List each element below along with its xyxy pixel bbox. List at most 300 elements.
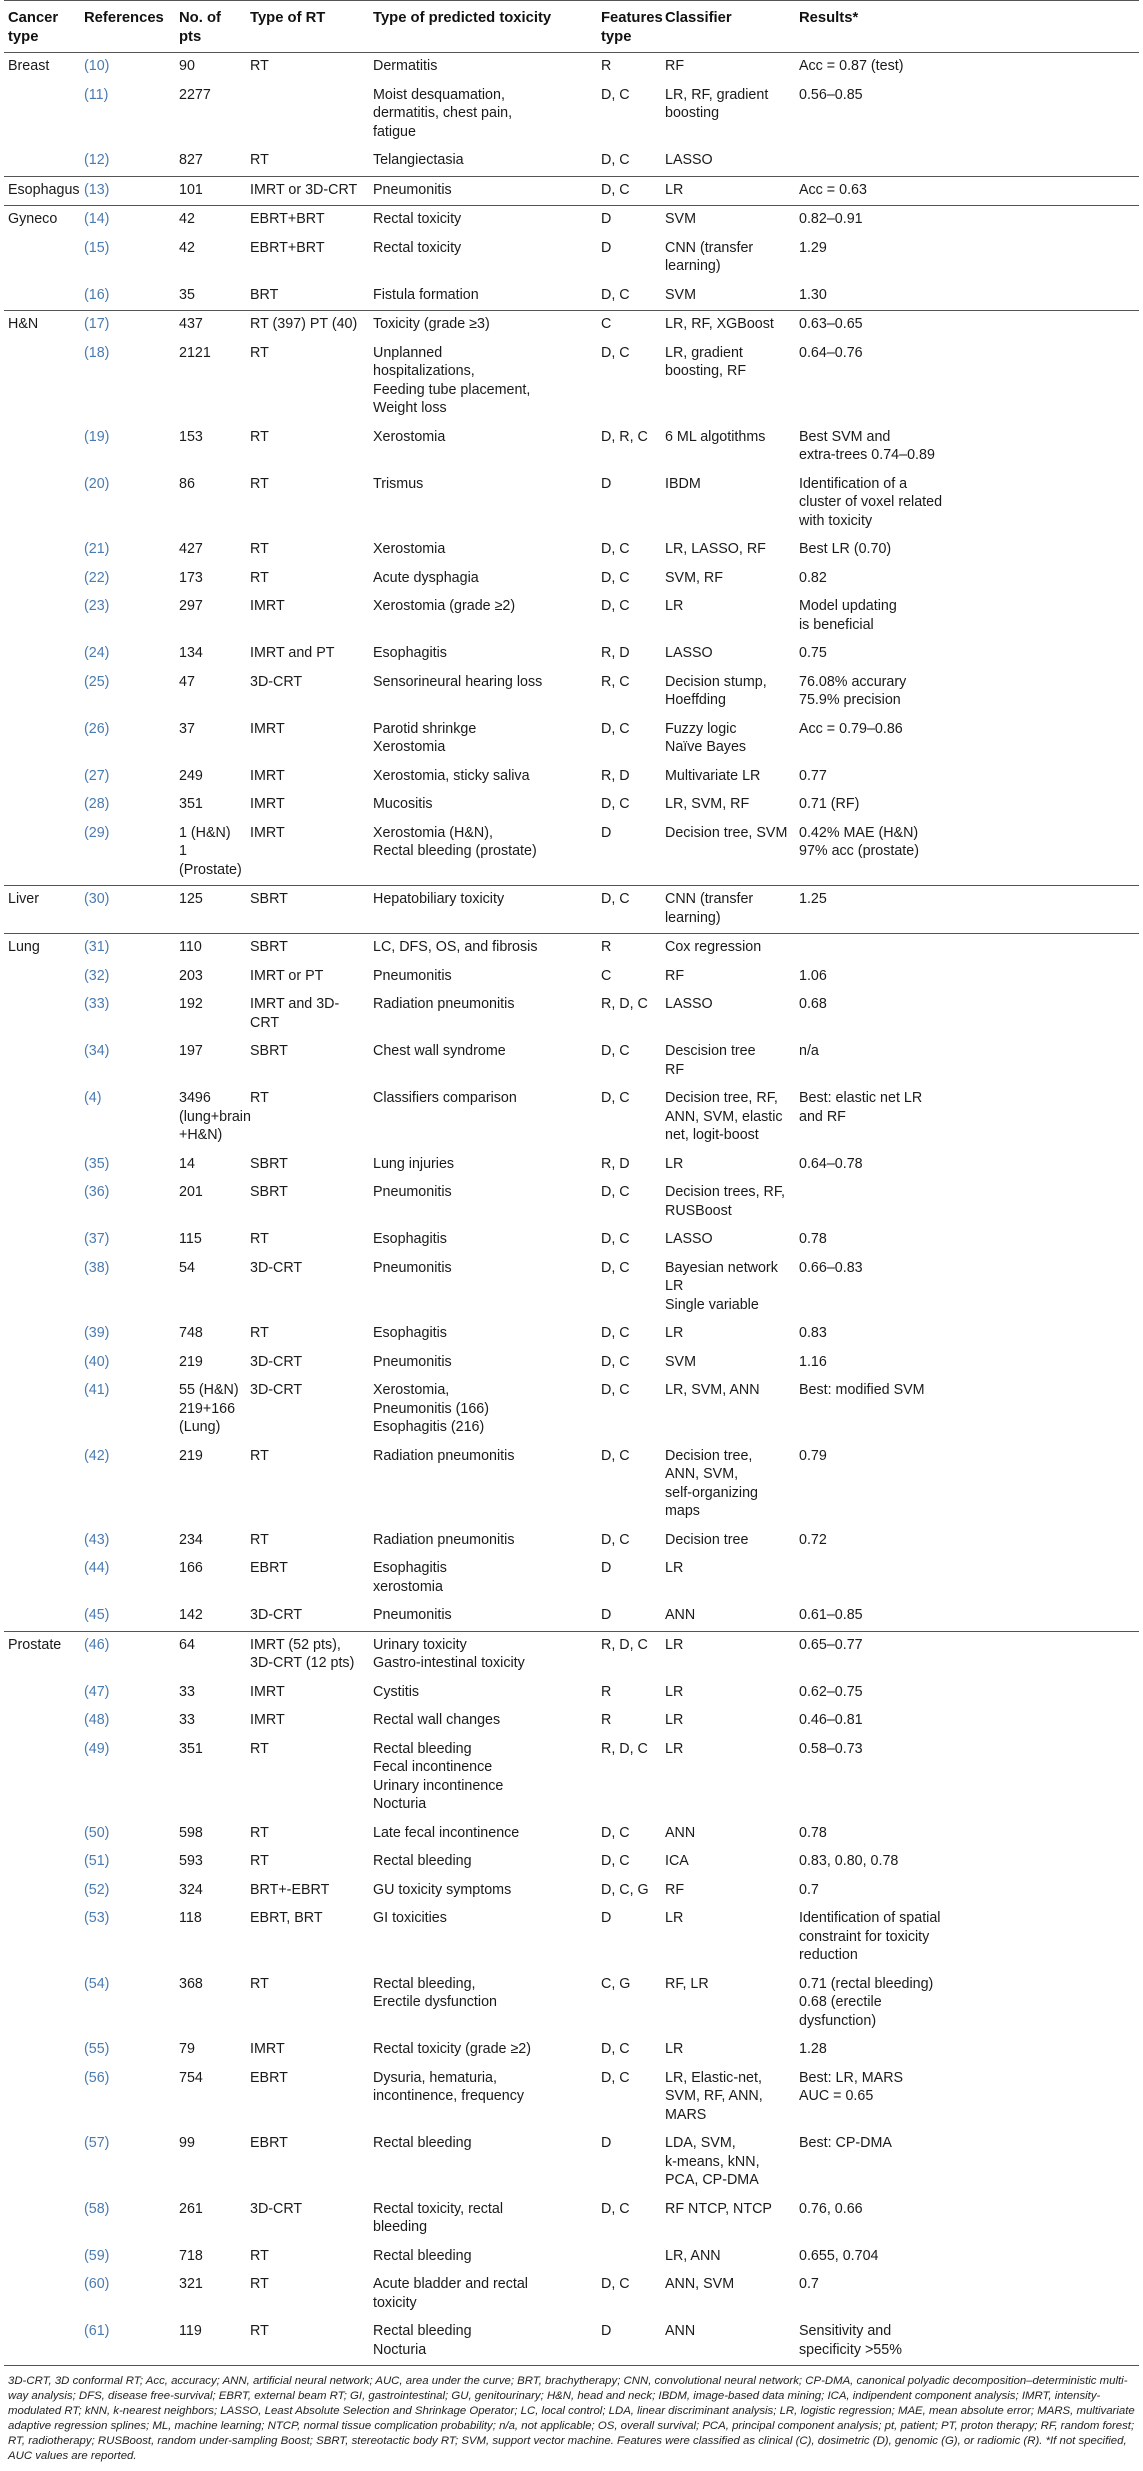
cell-reference-link[interactable]: (28) [84,796,110,812]
cell-reference-link[interactable]: (58) [84,2200,110,2217]
cell-cancer-type [4,2271,80,2318]
cell-type-of-rt: 3D-CRT [250,1353,303,1370]
cell-classifier: ANN [661,2318,795,2366]
cell-features-type: D, C [601,1531,630,1548]
table-row [4,1820,1139,1849]
cell-cancer-type [4,82,80,148]
cell-features-type: D, C [601,1447,630,1464]
cell-features-type: D [597,206,661,235]
cell-classifier: Decision tree [665,1531,749,1548]
cell-classifier: SVM [661,206,795,235]
cell-reference-link[interactable]: (23) [84,598,110,614]
cell-cancer-type [4,1443,80,1527]
cell-predicted-toxicity: Xerostomia [373,428,446,445]
table-row [4,934,1139,963]
cell-no-of-pts: 437 [175,311,246,340]
cell-classifier: LASSO [665,1231,713,1247]
header-references: References [80,1,175,53]
cell-classifier: ANN [665,1824,696,1841]
cell-results: Acc = 0.63 [795,176,1139,206]
table-row [4,716,1139,763]
cell-reference-link[interactable]: (35) [84,1155,110,1172]
cell-predicted-toxicity: Xerostomia [373,541,446,557]
cell-predicted-toxicity: Xerostomia (grade ≥2) [373,598,516,614]
cell-features-type: D [601,1560,612,1576]
cell-predicted-toxicity: Dermatitis [373,58,438,74]
table-row [4,536,1139,565]
cell-predicted-toxicity: Mucositis [373,796,433,812]
cell-features-type: R, D [601,645,630,661]
cell-no-of-pts: 261 [179,2200,203,2217]
cell-reference-link[interactable]: (15) [84,239,110,256]
table-row [4,2243,1139,2272]
table-row [4,1602,1139,1631]
table-row [4,1226,1139,1255]
table-row [4,1320,1139,1349]
cell-no-of-pts: 297 [179,598,203,614]
cell-type-of-rt: 3D-CRT [250,1259,303,1276]
cell-reference-link[interactable]: (42) [84,1447,110,1464]
cell-reference-link[interactable]: (44) [84,1560,110,1576]
table-row [4,2271,1139,2318]
cell-classifier: LASSO [665,152,713,168]
cell-no-of-pts: 173 [179,569,203,586]
cell-reference-link[interactable]: (11) [84,86,109,103]
cell-type-of-rt: 3D-CRT [250,2200,303,2217]
cell-no-of-pts: 99 [179,2135,195,2151]
cell-features-type: D, C [601,796,630,812]
cell-reference-link[interactable]: (36) [84,1184,110,1200]
cell-reference-link[interactable]: (32) [84,967,110,984]
cell-no-of-pts: 134 [179,645,203,661]
table-row [4,1877,1139,1906]
cell-type-of-rt: BRT+-EBRT [250,1881,330,1898]
cell-type-of-rt: RT [250,1231,269,1247]
table-row [4,791,1139,820]
cell-reference-link[interactable]: (20) [84,475,110,492]
cell-reference-link[interactable]: (46) [80,1631,175,1679]
cell-cancer-type: Breast [8,58,50,74]
cell-results: Best: CP-DMA [799,2135,892,2151]
cell-reference-link[interactable]: (50) [84,1824,110,1841]
cell-no-of-pts: 47 [179,673,195,690]
cell-results: 1.29 [799,239,827,256]
cell-reference-link[interactable]: (43) [84,1531,110,1548]
table-row [4,311,1139,340]
table-row [4,963,1139,992]
cell-reference-link[interactable]: (26) [84,720,110,737]
cell-reference-link[interactable]: (57) [84,2135,110,2151]
cell-no-of-pts: 115 [179,1231,202,1247]
cell-cancer-type [4,2318,80,2366]
cell-reference-link[interactable]: (47) [84,1683,110,1700]
cell-features-type: R, D, C [601,996,648,1012]
cell-reference-link[interactable]: (19) [84,428,110,445]
cell-reference-link[interactable]: (16) [84,286,110,303]
cell-classifier: LR, SVM, ANN [665,1382,760,1398]
table-row [4,593,1139,640]
cell-results: 0.64–0.78 [799,1155,863,1172]
cell-reference-link[interactable]: (25) [84,673,110,690]
cell-features-type: D [601,824,612,841]
cell-reference-link[interactable]: (52) [84,1881,110,1898]
cell-reference-link[interactable]: (12) [84,152,110,168]
cell-classifier: LR, ANN [665,2247,721,2264]
cell-classifier: LR [665,1683,684,1700]
cell-predicted-toxicity: Trismus [373,475,424,492]
cell-reference-link[interactable]: (51) [84,1853,110,1869]
cell-features-type: D, R, C [601,428,648,445]
cell-features-type: D, C [601,1325,630,1341]
cell-classifier: SVM [665,1353,696,1370]
cell-reference-link[interactable]: (24) [84,645,110,661]
table-row [4,820,1139,886]
cell-cancer-type [4,1038,80,1085]
cell-features-type: D, C [601,2069,630,2086]
cell-classifier: LR, LASSO, RF [665,541,766,557]
cell-features-type: R [601,58,612,74]
cell-classifier: Decision tree, ANN, SVM, self-organizing maps [665,1447,758,1519]
cell-reference-link[interactable]: (13) [80,176,175,206]
cell-results: Identification of spatial constraint for toxicity reduction [799,1910,941,1963]
cell-predicted-toxicity: Radiation pneumonitis [373,1447,515,1464]
cell-features-type: D, C [601,86,630,103]
cell-reference-link[interactable]: (49) [84,1740,110,1757]
cell-cancer-type [4,1349,80,1378]
cell-no-of-pts: 219 [179,1447,203,1464]
cell-type-of-rt: SBRT [250,1155,288,1172]
cell-features-type: D, C [601,286,630,303]
cell-cancer-type [4,991,80,1038]
cell-classifier: LR, RF, XGBoost [661,311,795,340]
cell-predicted-toxicity: Esophagitis [373,1231,447,1247]
table-row [4,2196,1139,2243]
cell-classifier: LR, Elastic-net, SVM, RF, ANN, MARS [665,2069,763,2123]
cell-cancer-type [4,1255,80,1321]
table-row [4,1377,1139,1443]
cell-results: 0.83, 0.80, 0.78 [799,1853,899,1869]
cell-type-of-rt: 3D-CRT [250,1382,303,1398]
cell-type-of-rt: EBRT, BRT [250,1910,323,1926]
cell-reference-link[interactable]: (53) [84,1910,110,1926]
cell-features-type: D, C [601,1382,630,1398]
table-row [4,1679,1139,1708]
cell-no-of-pts: 351 [179,796,203,812]
cell-results: 0.7 [799,2276,819,2292]
cell-reference-link[interactable]: (40) [84,1353,110,1370]
cell-classifier: RF [665,58,685,74]
cell-features-type: D, C [601,2041,630,2057]
cell-reference-link[interactable]: (31) [80,934,175,963]
cell-predicted-toxicity: Rectal wall changes [373,1712,501,1728]
cell-results: 0.71 (RF) [799,796,860,812]
cell-reference-link[interactable]: (39) [84,1325,110,1341]
cell-no-of-pts: 427 [179,541,203,557]
cell-reference-link[interactable]: (34) [84,1043,110,1059]
cell-reference-link[interactable]: (37) [84,1231,110,1247]
cell-no-of-pts: 55 (H&N) 219+166 (Lung) [179,1382,239,1435]
cell-cancer-type [4,1707,80,1736]
cell-results: n/a [799,1043,819,1059]
cell-cancer-type: Prostate [4,1631,80,1679]
cell-cancer-type [4,1377,80,1443]
cell-cancer-type [4,2196,80,2243]
table-row [4,1631,1139,1679]
cell-results: Best: elastic net LR and RF [799,1090,923,1125]
cell-no-of-pts: 827 [179,152,203,168]
cell-predicted-toxicity: Rectal bleeding [373,2135,472,2151]
cell-reference-link[interactable]: (54) [84,1975,110,1992]
cell-results: 1.30 [799,286,827,303]
cell-cancer-type [4,1971,80,2037]
cell-features-type: R, D [601,767,630,784]
cell-reference-link[interactable]: (33) [84,996,110,1012]
cell-results: 0.58–0.73 [799,1740,863,1757]
cell-type-of-rt: RT (397) PT (40) [246,311,369,340]
cell-predicted-toxicity: Pneumonitis [373,1259,452,1276]
cell-cancer-type [4,1085,80,1151]
cell-predicted-toxicity: Pneumonitis [373,1184,452,1200]
cell-reference-link[interactable]: (59) [84,2247,110,2264]
table-row [4,1971,1139,2037]
cell-classifier: LR, RF, gradient boosting [665,86,769,121]
cell-no-of-pts: 86 [179,475,195,492]
table-row [4,235,1139,282]
cell-no-of-pts: 598 [179,1824,203,1841]
cell-features-type: C [597,311,661,340]
cell-no-of-pts: 90 [179,58,195,74]
cell-classifier: ICA [665,1853,689,1869]
cell-no-of-pts: 203 [179,967,203,984]
cell-reference-link[interactable]: (56) [84,2069,110,2086]
table-row [4,206,1139,235]
cell-type-of-rt: RT [250,1740,269,1757]
cell-reference-link[interactable]: (4) [84,1090,102,1106]
cell-classifier: LR [665,2041,684,2057]
cell-classifier: IBDM [665,475,701,492]
cell-results: 0.79 [799,1447,827,1464]
cell-cancer-type [4,2065,80,2131]
cell-type-of-rt: IMRT [250,720,285,737]
cell-predicted-toxicity: LC, DFS, OS, and fibrosis [369,934,597,963]
cell-cancer-type [4,2036,80,2065]
cell-classifier: LR, gradient boosting, RF [665,344,747,379]
cell-cancer-type [4,1877,80,1906]
cell-predicted-toxicity: Lung injuries [373,1155,455,1172]
cell-results: Sensitivity and specificity >55% [795,2318,1139,2366]
cell-type-of-rt: BRT [250,286,279,303]
cell-no-of-pts: 201 [179,1184,203,1200]
cell-type-of-rt: IMRT [250,2041,285,2057]
cell-features-type: D, C [601,1353,630,1370]
cell-cancer-type [4,1226,80,1255]
cell-predicted-toxicity: Rectal toxicity (grade ≥2) [373,2041,532,2057]
table-row [4,176,1139,206]
cell-type-of-rt: EBRT [250,2069,288,2086]
cell-predicted-toxicity: Rectal bleeding Fecal incontinence Urinary incontinence Nocturia [373,1740,504,1812]
cell-features-type [597,2243,661,2272]
cell-reference-link[interactable]: (41) [84,1382,110,1398]
cell-classifier: CNN (transfer learning) [661,886,795,934]
cell-predicted-toxicity: Rectal toxicity [369,206,597,235]
cell-type-of-rt: EBRT+BRT [246,206,369,235]
cell-results: Acc = 0.87 (test) [799,58,904,74]
cell-reference-link[interactable]: (18) [84,344,110,361]
cell-features-type: D [601,1607,612,1623]
cell-reference-link[interactable]: (27) [84,767,110,784]
table-row [4,424,1139,471]
cell-classifier: LDA, SVM, k-means, kNN, PCA, CP-DMA [665,2135,760,2188]
cell-type-of-rt: RT [250,1090,269,1106]
cell-predicted-toxicity: Urinary toxicity Gastro-intestinal toxicity [369,1631,597,1679]
table-row [4,147,1139,176]
cell-predicted-toxicity: Late fecal incontinence [373,1824,520,1841]
cell-classifier: Decision stump, Hoeffding [665,673,767,708]
cell-features-type: D [601,2135,612,2151]
cell-results: 0.82 [799,569,827,586]
cell-no-of-pts: 234 [179,1531,203,1548]
cell-cancer-type [4,2130,80,2196]
cell-classifier: RF, LR [665,1975,709,1992]
cell-type-of-rt: IMRT [250,796,285,812]
cell-type-of-rt: IMRT and PT [250,645,335,661]
cell-type-of-rt: EBRT [250,2135,288,2151]
table-row [4,1255,1139,1321]
cell-type-of-rt: IMRT or 3D-CRT [246,176,369,206]
cell-predicted-toxicity: Esophagitis [373,1325,447,1341]
cell-reference-link[interactable]: (14) [80,206,175,235]
cell-type-of-rt: 3D-CRT [250,1607,303,1623]
cell-cancer-type [4,147,80,176]
cell-features-type: D, C [601,1090,630,1106]
cell-reference-link[interactable]: (21) [84,541,110,557]
cell-type-of-rt: SBRT [246,934,369,963]
cell-no-of-pts: 219 [179,1353,203,1370]
cell-reference-link[interactable]: (29) [84,824,110,841]
cell-classifier: RF [665,967,685,984]
cell-type-of-rt: RT [250,1447,269,1464]
cell-results: Identification of a cluster of voxel related with toxicity [799,475,943,529]
cell-results: 0.65–0.77 [795,1631,1139,1679]
cell-results: 1.28 [799,2041,827,2057]
cell-classifier: LR [665,1560,684,1576]
cell-type-of-rt: RT [250,152,269,168]
cell-type-of-rt: RT [250,1975,269,1992]
cell-features-type: D [601,239,612,256]
cell-type-of-rt: RT [250,2276,269,2292]
cell-reference-link[interactable]: (10) [84,58,110,74]
cell-features-type: D, C [601,1043,630,1059]
cell-no-of-pts: 197 [179,1043,203,1059]
header-no-of-pts: No. of pts [175,1,246,53]
cell-no-of-pts: 33 [179,1683,195,1700]
cell-predicted-toxicity: GI toxicities [373,1910,447,1926]
cell-no-of-pts: 125 [175,886,246,934]
cell-classifier: LR [661,176,795,206]
cell-no-of-pts: 718 [179,2247,203,2264]
cell-no-of-pts: 119 [175,2318,246,2366]
table-row [4,1349,1139,1378]
cell-results: 0.63–0.65 [795,311,1139,340]
cell-type-of-rt: RT [250,2247,269,2264]
cell-classifier: LR [665,598,684,614]
cell-predicted-toxicity: Acute dysphagia [373,569,479,586]
cell-classifier: LASSO [665,996,713,1012]
cell-features-type: D, C [601,1853,630,1869]
cell-type-of-rt: IMRT [250,824,285,841]
cell-type-of-rt: IMRT (52 pts), 3D-CRT (12 pts) [246,1631,369,1679]
cell-cancer-type [4,716,80,763]
cell-type-of-rt: RT [250,1853,269,1869]
cell-no-of-pts: 748 [179,1325,203,1341]
cell-classifier: LR [665,1155,684,1172]
toxicity-prediction-table [4,0,1139,2366]
cell-predicted-toxicity: Acute bladder and rectal toxicity [373,2276,528,2311]
cell-predicted-toxicity: Xerostomia (H&N), Rectal bleeding (prostate) [373,824,537,859]
cell-reference-link[interactable]: (60) [84,2276,110,2292]
cell-reference-link[interactable]: (17) [80,311,175,340]
cell-classifier: Decision trees, RF, RUSBoost [665,1184,785,1219]
cell-features-type: R, D [601,1155,630,1172]
cell-reference-link[interactable]: (45) [84,1607,110,1623]
cell-results: 0.75 [799,645,827,661]
cell-cancer-type [4,963,80,992]
cell-type-of-rt: SBRT [250,1184,288,1200]
cell-results: 0.68 [799,996,827,1012]
cell-type-of-rt: EBRT+BRT [250,239,325,256]
cell-reference-link[interactable]: (48) [84,1712,110,1728]
table-row [4,282,1139,311]
cell-classifier: SVM [665,286,696,303]
cell-reference-link[interactable]: (55) [84,2041,110,2057]
cell-features-type: D [601,475,612,492]
cell-cancer-type [4,820,80,886]
cell-reference-link[interactable]: (38) [84,1259,110,1276]
cell-type-of-rt: IMRT [250,1683,285,1700]
cell-predicted-toxicity: Parotid shrinkge Xerostomia [373,720,477,755]
cell-features-type: R [597,934,661,963]
cell-features-type: D, C [601,541,630,557]
cell-results: Acc = 0.79–0.86 [799,720,903,737]
cell-results: 0.7 [799,1881,819,1898]
cell-results [795,147,1139,176]
cell-results: 1.25 [795,886,1139,934]
cell-results: 0.46–0.81 [799,1712,863,1728]
cell-classifier: Fuzzy logic Naïve Bayes [665,720,747,755]
cell-cancer-type [4,1820,80,1849]
table-body [4,53,1139,2366]
cell-cancer-type [4,1527,80,1556]
cell-reference-link[interactable]: (22) [84,569,110,586]
cell-no-of-pts: 2277 [179,86,211,103]
cell-classifier: Multivariate LR [665,767,761,784]
cell-type-of-rt: RT [250,428,269,445]
cell-classifier: LASSO [665,645,713,661]
cell-reference-link[interactable]: (30) [80,886,175,934]
cell-no-of-pts: 42 [179,239,195,256]
cell-features-type: D, C [601,720,630,737]
cell-predicted-toxicity: Rectal bleeding, Erectile dysfunction [373,1975,497,2010]
cell-cancer-type: Lung [4,934,80,963]
cell-no-of-pts: 153 [179,428,203,445]
cell-type-of-rt: RT [250,1325,269,1341]
cell-predicted-toxicity: Rectal bleeding [373,1853,472,1869]
cell-features-type: R [601,1712,612,1728]
table-row [4,991,1139,1038]
cell-predicted-toxicity: Rectal bleeding Nocturia [369,2318,597,2366]
cell-predicted-toxicity: Cystitis [373,1683,420,1700]
cell-reference-link[interactable]: (61) [80,2318,175,2366]
